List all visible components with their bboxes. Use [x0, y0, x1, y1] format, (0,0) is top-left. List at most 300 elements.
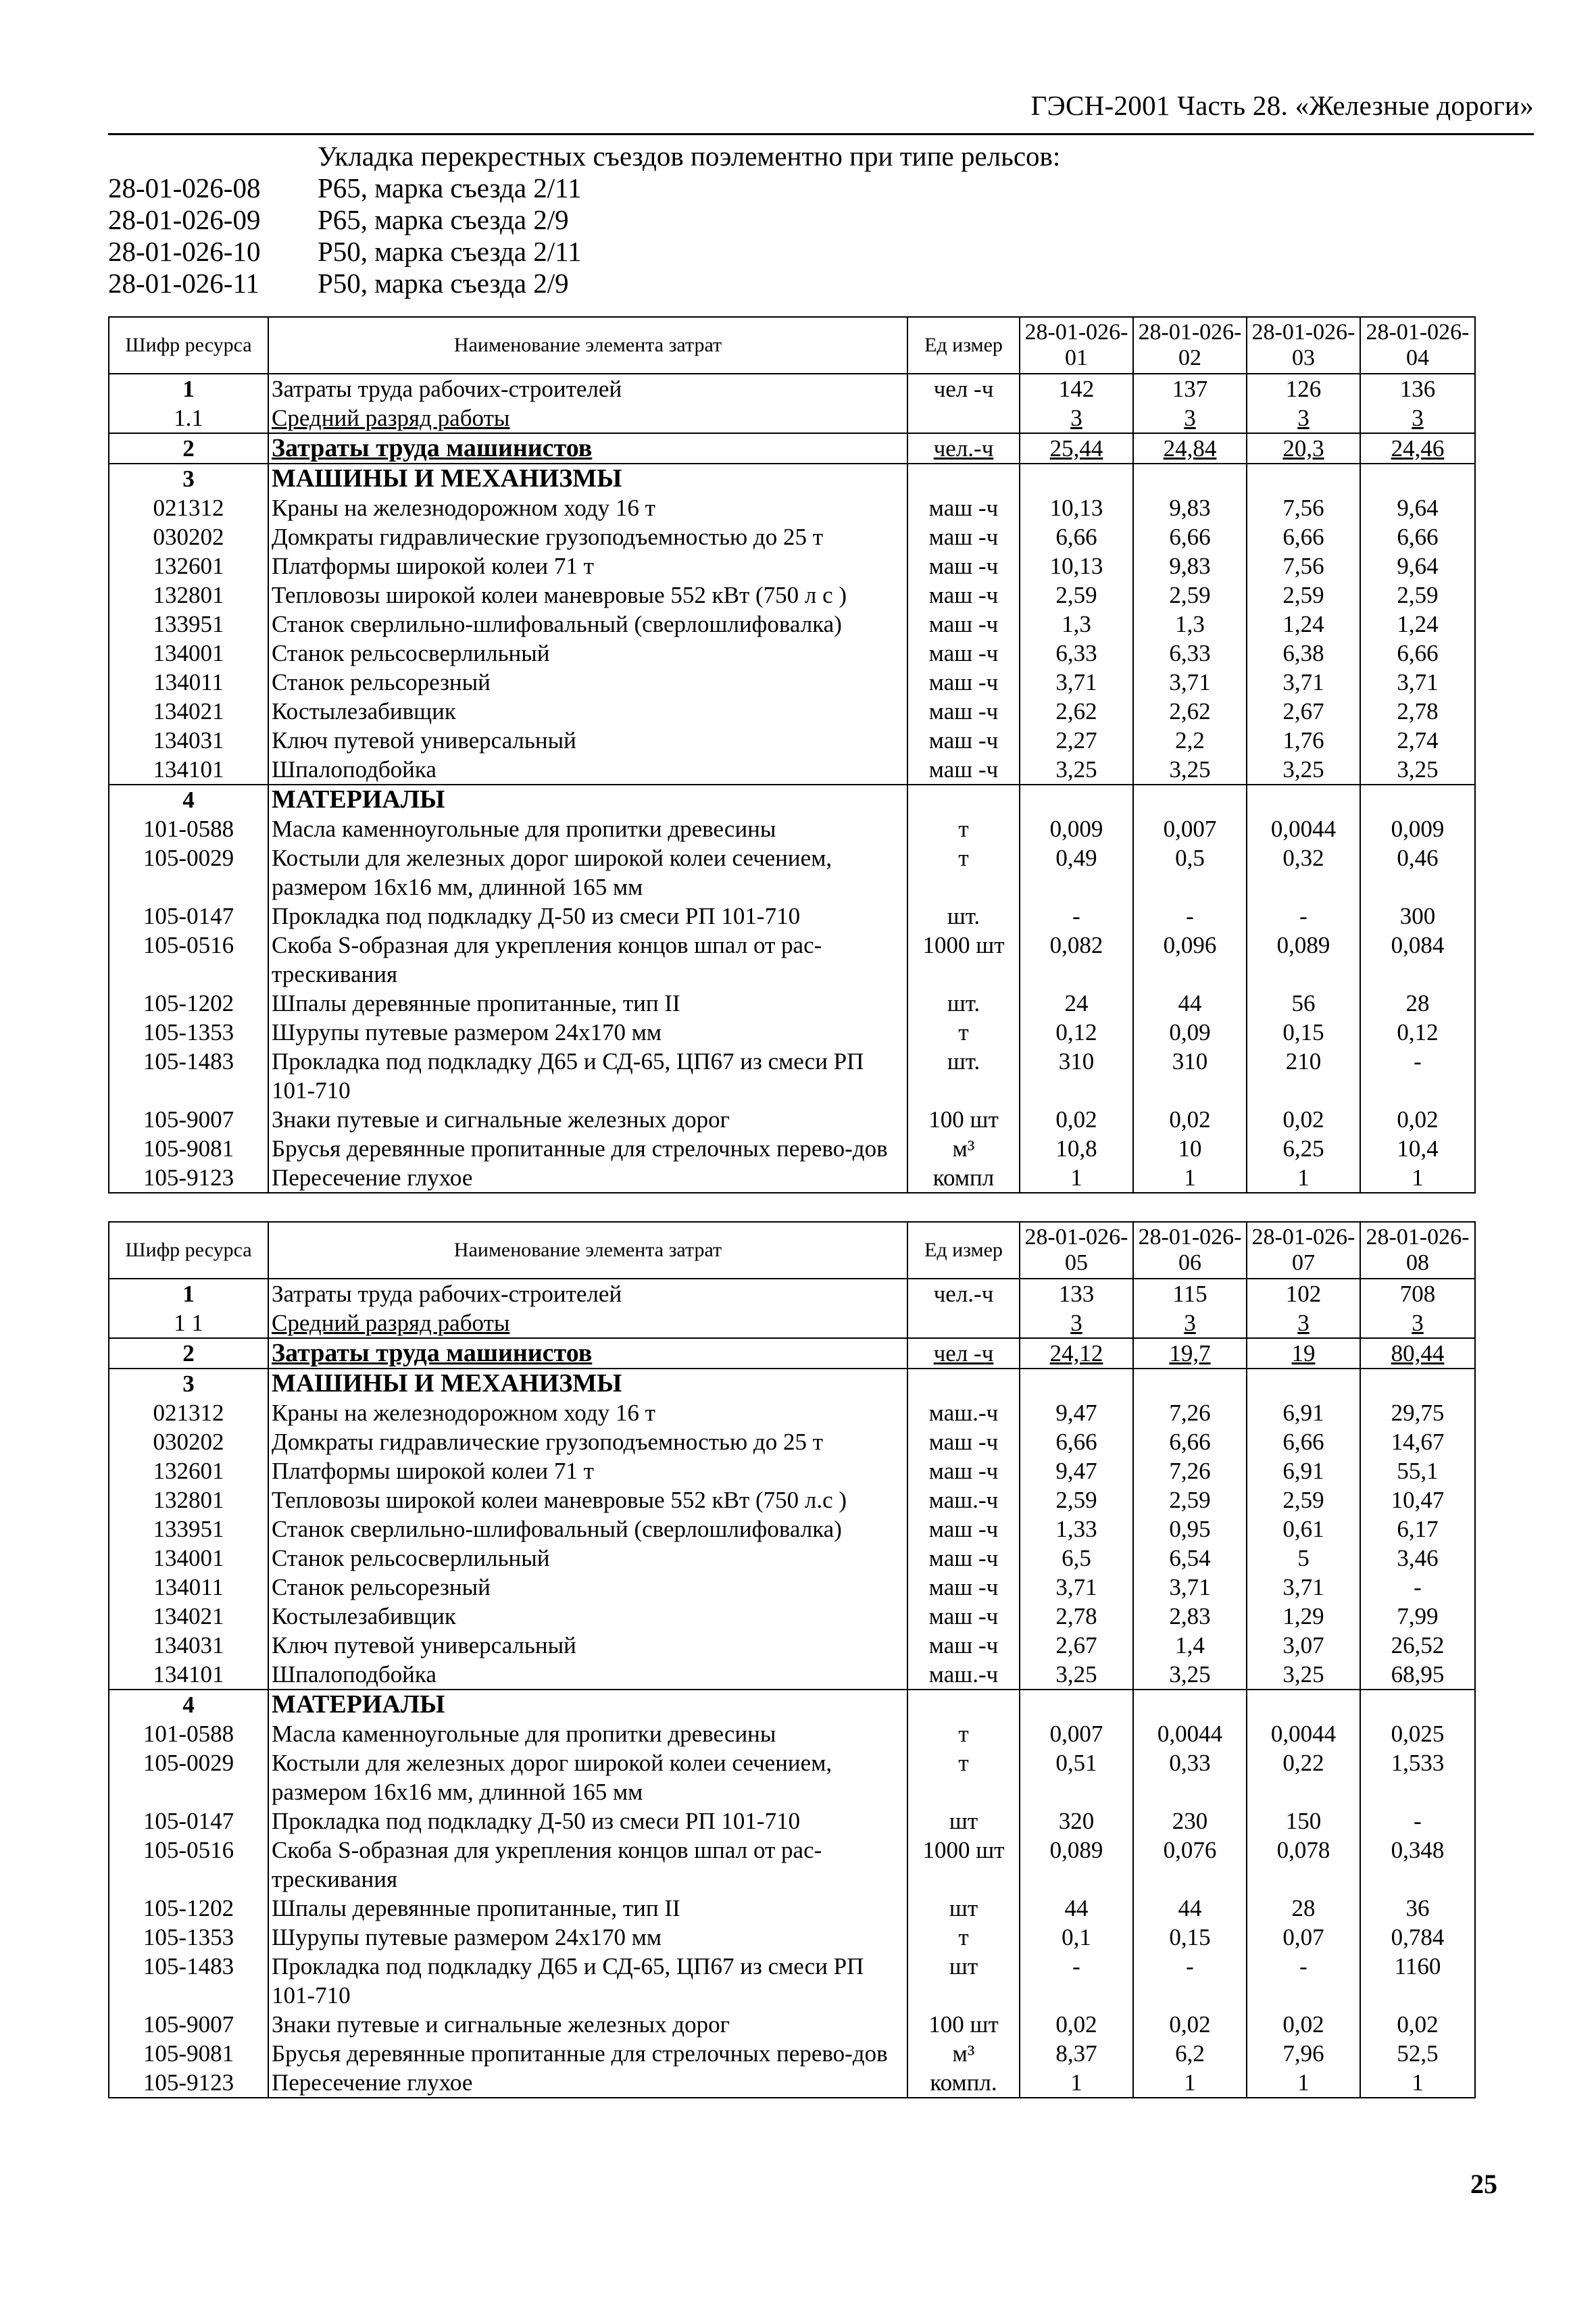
value: 20,3	[1247, 433, 1360, 464]
intro-text: Р65, марка съезда 2/11	[318, 172, 582, 203]
unit	[907, 1308, 1020, 1338]
unit: 1000 шт	[907, 931, 1020, 989]
page-number: 25	[1470, 2169, 1497, 2199]
value: 3,46	[1360, 1544, 1475, 1573]
value: 3	[1133, 1308, 1247, 1338]
value: 10,13	[1020, 493, 1133, 522]
table-row	[109, 551, 1475, 581]
resource-code: 134101	[109, 755, 268, 785]
value: 0,46	[1360, 843, 1475, 902]
value: 24,84	[1133, 433, 1247, 464]
column-header: Ед измер	[907, 317, 1020, 374]
resource-code: 105-9081	[109, 1134, 268, 1163]
cost-element-name: Костылезабивщик	[268, 697, 907, 726]
value	[1020, 464, 1133, 493]
value: 150	[1247, 1806, 1360, 1836]
cost-element-name: Ключ путевой универсальный	[268, 1631, 907, 1660]
resource-code: 134001	[109, 639, 268, 668]
table-row	[109, 1660, 1475, 1690]
value: 102	[1247, 1279, 1360, 1308]
resource-code: 105-1483	[109, 1047, 268, 1105]
value: 6,33	[1133, 639, 1247, 668]
intro-code: 28-01-026-08	[108, 172, 261, 203]
table-row	[109, 433, 1475, 464]
cost-element-name: МАТЕРИАЛЫ	[268, 785, 907, 814]
value: 2,67	[1247, 697, 1360, 726]
unit: маш -ч	[907, 581, 1020, 610]
cost-element-name: Станок рельсорезный	[268, 1573, 907, 1602]
value: 55,1	[1360, 1456, 1475, 1485]
value	[1133, 1369, 1247, 1398]
table-row	[109, 403, 1475, 433]
resource-code: 2	[109, 433, 268, 464]
unit: маш -ч	[907, 493, 1020, 522]
cost-element-name: Прокладка под подкладку Д65 и СД-65, ЦП67 из смеси РП 101-710	[268, 1952, 907, 2010]
column-header: Шифр ресурса	[109, 1222, 268, 1279]
resource-code: 105-9007	[109, 2010, 268, 2039]
intro-block	[108, 141, 1527, 299]
value: 3	[1360, 403, 1475, 433]
value: 3	[1133, 403, 1247, 433]
unit: м³	[907, 2039, 1020, 2068]
table-row	[109, 1018, 1475, 1047]
value: 9,64	[1360, 493, 1475, 522]
value: 0,12	[1360, 1018, 1475, 1047]
cost-element-name: Пересечение глухое	[268, 1163, 907, 1193]
cost-element-name: Домкраты гидравлические грузоподъемностью до 25 т	[268, 1427, 907, 1456]
value: 2,62	[1020, 697, 1133, 726]
value: 2,59	[1360, 581, 1475, 610]
unit: 100 шт	[907, 1105, 1020, 1134]
value: 2,83	[1133, 1602, 1247, 1631]
table-row	[109, 2039, 1475, 2068]
value: 2,67	[1020, 1631, 1133, 1660]
intro-code: 28-01-026-11	[108, 268, 259, 299]
table-row	[109, 2068, 1475, 2098]
value: 0,02	[1247, 2010, 1360, 2039]
cost-element-name: Брусья деревянные пропитанные для стрелочных перево-дов	[268, 1134, 907, 1163]
value: 3,71	[1247, 668, 1360, 697]
cost-element-name: Шпалоподбойка	[268, 755, 907, 785]
value	[1247, 785, 1360, 814]
cost-element-name: Станок рельсосверлильный	[268, 1544, 907, 1573]
table-row	[109, 1338, 1475, 1369]
value: 7,96	[1247, 2039, 1360, 2068]
table-row	[109, 464, 1475, 493]
cost-element-name: Костыли для железных дорог широкой колеи сечением, размером 16х16 мм, длинной 165 мм	[268, 1748, 907, 1806]
cost-element-name: Затраты труда машинистов	[268, 1338, 907, 1369]
value: 25,44	[1020, 433, 1133, 464]
value	[1247, 464, 1360, 493]
table-row	[109, 1105, 1475, 1134]
table-row	[109, 522, 1475, 551]
cost-element-name: Станок рельсосверлильный	[268, 639, 907, 668]
resource-code: 105-9123	[109, 1163, 268, 1193]
value: 29,75	[1360, 1398, 1475, 1427]
column-header: 28-01-026-07	[1247, 1222, 1360, 1279]
value: 0,33	[1133, 1748, 1247, 1806]
resource-code: 1 1	[109, 1308, 268, 1338]
value: 56	[1247, 989, 1360, 1018]
value: 3,71	[1247, 1573, 1360, 1602]
value: 0,007	[1133, 814, 1247, 843]
resource-code: 105-0516	[109, 1836, 268, 1894]
value: 6,66	[1360, 522, 1475, 551]
value: 0,348	[1360, 1836, 1475, 1894]
intro-text: Р50, марка съезда 2/11	[318, 236, 582, 267]
value: 136	[1360, 374, 1475, 403]
value: 9,47	[1020, 1456, 1133, 1485]
table-body	[109, 374, 1475, 1193]
value: 1,4	[1133, 1631, 1247, 1660]
value: 0,089	[1020, 1836, 1133, 1894]
value: 0,49	[1020, 843, 1133, 902]
resource-code: 105-9081	[109, 2039, 268, 2068]
value: 3,25	[1020, 1660, 1133, 1690]
value: 7,56	[1247, 551, 1360, 581]
resource-code: 132601	[109, 551, 268, 581]
value: 10	[1133, 1134, 1247, 1163]
value: 133	[1020, 1279, 1133, 1308]
cost-element-name: МАТЕРИАЛЫ	[268, 1690, 907, 1719]
resource-code: 105-1483	[109, 1952, 268, 2010]
intro-code: 28-01-026-10	[108, 236, 261, 267]
table-row	[109, 755, 1475, 785]
cost-element-name: Средний разряд работы	[268, 403, 907, 433]
cost-element-name: Затраты труда рабочих-строителей	[268, 1279, 907, 1308]
intro-row	[108, 204, 1527, 236]
value: 310	[1020, 1047, 1133, 1105]
table-row	[109, 668, 1475, 697]
intro-row	[108, 236, 1527, 268]
table-row	[109, 1894, 1475, 1923]
column-header: Ед измер	[907, 1222, 1020, 1279]
cost-element-name: Брусья деревянные пропитанные для стрелочных перево-дов	[268, 2039, 907, 2068]
value: 3,71	[1020, 1573, 1133, 1602]
value: 6,54	[1133, 1544, 1247, 1573]
value: 6,66	[1020, 522, 1133, 551]
value: 1,33	[1020, 1515, 1133, 1544]
value: 6,66	[1020, 1427, 1133, 1456]
unit: маш.-ч	[907, 1660, 1020, 1690]
value: 3,71	[1020, 668, 1133, 697]
value: 3,71	[1133, 668, 1247, 697]
unit: т	[907, 1923, 1020, 1952]
value: 10,13	[1020, 551, 1133, 581]
table-row	[109, 726, 1475, 755]
resource-code: 134031	[109, 726, 268, 755]
unit: маш -ч	[907, 668, 1020, 697]
value: 2,78	[1360, 697, 1475, 726]
cost-element-name: Костылезабивщик	[268, 1602, 907, 1631]
cost-element-name: Шпалы деревянные пропитанные, тип II	[268, 989, 907, 1018]
unit: чел.-ч	[907, 433, 1020, 464]
unit: шт	[907, 1894, 1020, 1923]
value: 320	[1020, 1806, 1133, 1836]
table-row	[109, 814, 1475, 843]
value: 0,15	[1133, 1923, 1247, 1952]
value: 7,99	[1360, 1602, 1475, 1631]
intro-code: 28-01-026-09	[108, 204, 261, 235]
value: 24	[1020, 989, 1133, 1018]
unit: компл	[907, 1163, 1020, 1193]
value: 0,12	[1020, 1018, 1133, 1047]
value: 9,64	[1360, 551, 1475, 581]
value: 3,25	[1247, 1660, 1360, 1690]
unit: маш -ч	[907, 1573, 1020, 1602]
cost-element-name: Домкраты гидравлические грузоподъемностью до 25 т	[268, 522, 907, 551]
table-row	[109, 1398, 1475, 1427]
value: 10,47	[1360, 1485, 1475, 1515]
cost-element-name: Скоба S-образная для укрепления концов шпал от рас-трескивания	[268, 1836, 907, 1894]
value: 137	[1133, 374, 1247, 403]
unit: маш.-ч	[907, 1398, 1020, 1427]
value: 2,74	[1360, 726, 1475, 755]
unit: чел.-ч	[907, 1279, 1020, 1308]
unit: маш -ч	[907, 726, 1020, 755]
resource-code: 132601	[109, 1456, 268, 1485]
table-row	[109, 931, 1475, 989]
resource-code: 134031	[109, 1631, 268, 1660]
cost-element-name: Прокладка под подкладку Д65 и СД-65, ЦП67 из смеси РП 101-710	[268, 1047, 907, 1105]
value: 19,7	[1133, 1338, 1247, 1369]
value	[1133, 785, 1247, 814]
table-row	[109, 843, 1475, 902]
value: 0,61	[1247, 1515, 1360, 1544]
value: 126	[1247, 374, 1360, 403]
intro-row	[108, 268, 1527, 299]
value: 0,5	[1133, 843, 1247, 902]
value: 6,38	[1247, 639, 1360, 668]
table-header	[109, 1222, 1475, 1279]
table-row	[109, 1631, 1475, 1660]
table-row	[109, 785, 1475, 814]
value: -	[1247, 902, 1360, 931]
value: 2,59	[1020, 1485, 1133, 1515]
table-row	[109, 374, 1475, 403]
resource-code: 2	[109, 1338, 268, 1369]
table-row	[109, 610, 1475, 639]
value: 0,22	[1247, 1748, 1360, 1806]
value: 26,52	[1360, 1631, 1475, 1660]
value: 19	[1247, 1338, 1360, 1369]
value: 7,26	[1133, 1456, 1247, 1485]
value: 310	[1133, 1047, 1247, 1105]
value: 0,089	[1247, 931, 1360, 989]
unit: маш -ч	[907, 522, 1020, 551]
table-row	[109, 493, 1475, 522]
resource-code: 1	[109, 374, 268, 403]
table-header	[109, 317, 1475, 374]
column-header: 28-01-026-04	[1360, 317, 1475, 374]
column-header: 28-01-026-02	[1133, 317, 1247, 374]
value: 2,59	[1247, 581, 1360, 610]
value: 2,27	[1020, 726, 1133, 755]
value: 0,096	[1133, 931, 1247, 989]
resource-code: 105-0147	[109, 1806, 268, 1836]
resource-code: 105-1202	[109, 1894, 268, 1923]
unit: шт	[907, 1952, 1020, 2010]
value: -	[1020, 1952, 1133, 2010]
table-row	[109, 1923, 1475, 1952]
value: 1,533	[1360, 1748, 1475, 1806]
value: 3,25	[1247, 755, 1360, 785]
value: 0,15	[1247, 1018, 1360, 1047]
value	[1020, 785, 1133, 814]
value: -	[1360, 1806, 1475, 1836]
column-header: Наименование элемента затрат	[268, 317, 907, 374]
unit: маш -ч	[907, 639, 1020, 668]
value: 1	[1133, 2068, 1247, 2098]
value: -	[1247, 1952, 1360, 2010]
column-header: 28-01-026-06	[1133, 1222, 1247, 1279]
value: 1	[1020, 2068, 1133, 2098]
value: 28	[1360, 989, 1475, 1018]
value: 0,95	[1133, 1515, 1247, 1544]
unit: маш.-ч	[907, 1485, 1020, 1515]
value: 708	[1360, 1279, 1475, 1308]
value: 0,784	[1360, 1923, 1475, 1952]
value: 1	[1360, 1163, 1475, 1193]
cost-element-name: Масла каменноугольные для пропитки древесины	[268, 814, 907, 843]
resource-code: 105-0029	[109, 1748, 268, 1806]
intro-row	[108, 172, 1527, 204]
value: 0,0044	[1247, 814, 1360, 843]
value: -	[1133, 902, 1247, 931]
resource-code: 134011	[109, 668, 268, 697]
unit: чел -ч	[907, 1338, 1020, 1369]
cost-element-name: Затраты труда машинистов	[268, 433, 907, 464]
unit: маш -ч	[907, 1544, 1020, 1573]
table-row	[109, 1369, 1475, 1398]
cost-element-name: Затраты труда рабочих-строителей	[268, 374, 907, 403]
value: 230	[1133, 1806, 1247, 1836]
value: 9,47	[1020, 1398, 1133, 1427]
value: 80,44	[1360, 1338, 1475, 1369]
table-row	[109, 1485, 1475, 1515]
value: 0,0044	[1247, 1719, 1360, 1748]
value: 6,66	[1133, 522, 1247, 551]
value: 6,91	[1247, 1456, 1360, 1485]
value: 1,29	[1247, 1602, 1360, 1631]
cost-element-name: Пересечение глухое	[268, 2068, 907, 2098]
cost-element-name: Шурупы путевые размером 24х170 мм	[268, 1923, 907, 1952]
cost-element-name: Ключ путевой универсальный	[268, 726, 907, 755]
value: 1160	[1360, 1952, 1475, 2010]
unit: маш -ч	[907, 1515, 1020, 1544]
value: 0,02	[1020, 2010, 1133, 2039]
value: 3	[1360, 1308, 1475, 1338]
value: 7,56	[1247, 493, 1360, 522]
resource-code: 134101	[109, 1660, 268, 1690]
resource-code: 133951	[109, 610, 268, 639]
value: 1	[1247, 1163, 1360, 1193]
value: 0,078	[1247, 1836, 1360, 1894]
column-header: 28-01-026-05	[1020, 1222, 1133, 1279]
value: -	[1020, 902, 1133, 931]
value: 3	[1020, 1308, 1133, 1338]
cost-element-name: Масла каменноугольные для пропитки древесины	[268, 1719, 907, 1748]
cost-element-name: Тепловозы широкой колеи маневровые 552 кВт (750 л с )	[268, 581, 907, 610]
value: 44	[1020, 1894, 1133, 1923]
unit: т	[907, 814, 1020, 843]
value: 44	[1133, 989, 1247, 1018]
unit: т	[907, 1748, 1020, 1806]
value: 1,24	[1360, 610, 1475, 639]
value	[1360, 1369, 1475, 1398]
value: 10,4	[1360, 1134, 1475, 1163]
cost-element-name: Прокладка под подкладку Д-50 из смеси РП 101-710	[268, 1806, 907, 1836]
unit: маш -ч	[907, 1456, 1020, 1485]
cost-element-name: Шпалы деревянные пропитанные, тип II	[268, 1894, 907, 1923]
value: 0,51	[1020, 1748, 1133, 1806]
value: 6,91	[1247, 1398, 1360, 1427]
resource-code: 132801	[109, 1485, 268, 1515]
resource-code: 105-1202	[109, 989, 268, 1018]
value: 8,37	[1020, 2039, 1133, 2068]
unit: маш -ч	[907, 755, 1020, 785]
value: 44	[1133, 1894, 1247, 1923]
value: 10,8	[1020, 1134, 1133, 1163]
value: 5	[1247, 1544, 1360, 1573]
value: 6,66	[1247, 1427, 1360, 1456]
value: 3	[1247, 1308, 1360, 1338]
cost-element-name: Платформы широкой колеи 71 т	[268, 551, 907, 581]
value: 1,24	[1247, 610, 1360, 639]
table-row	[109, 1163, 1475, 1193]
unit: шт.	[907, 902, 1020, 931]
resource-code: 105-0029	[109, 843, 268, 902]
table-row	[109, 1952, 1475, 2010]
value: 3,25	[1020, 755, 1133, 785]
value: 14,67	[1360, 1427, 1475, 1456]
cost-element-name: Тепловозы широкой колеи маневровые 552 кВт (750 л.с )	[268, 1485, 907, 1515]
cost-element-name: Скоба S-образная для укрепления концов шпал от рас-трескивания	[268, 931, 907, 989]
value: 0,02	[1133, 1105, 1247, 1134]
value: 6,5	[1020, 1544, 1133, 1573]
table-row	[109, 1836, 1475, 1894]
unit: 1000 шт	[907, 1836, 1020, 1894]
unit: маш -ч	[907, 1427, 1020, 1456]
resource-code: 105-0147	[109, 902, 268, 931]
cost-element-name: Шурупы путевые размером 24х170 мм	[268, 1018, 907, 1047]
unit: маш -ч	[907, 551, 1020, 581]
running-header: ГЭСН-2001 Часть 28. «Железные дороги»	[1030, 90, 1534, 121]
table-row	[109, 581, 1475, 610]
unit: шт.	[907, 1047, 1020, 1105]
resource-code: 133951	[109, 1515, 268, 1544]
table-row	[109, 1134, 1475, 1163]
value: 36	[1360, 1894, 1475, 1923]
value: 6,66	[1360, 639, 1475, 668]
value: 3,07	[1247, 1631, 1360, 1660]
unit: т	[907, 1018, 1020, 1047]
value: 0,02	[1247, 1105, 1360, 1134]
resource-code: 4	[109, 1690, 268, 1719]
unit	[907, 403, 1020, 433]
unit: шт.	[907, 989, 1020, 1018]
table-row	[109, 1279, 1475, 1308]
value	[1133, 464, 1247, 493]
value: 3	[1247, 403, 1360, 433]
resource-code: 3	[109, 1369, 268, 1398]
cost-element-name: Знаки путевые и сигнальные железных дорог	[268, 1105, 907, 1134]
value	[1020, 1369, 1133, 1398]
cost-element-name: Станок сверлильно-шлифовальный (сверлошлифовалка)	[268, 1515, 907, 1544]
value: 0,082	[1020, 931, 1133, 989]
resource-code: 134001	[109, 1544, 268, 1573]
value: 6,17	[1360, 1515, 1475, 1544]
